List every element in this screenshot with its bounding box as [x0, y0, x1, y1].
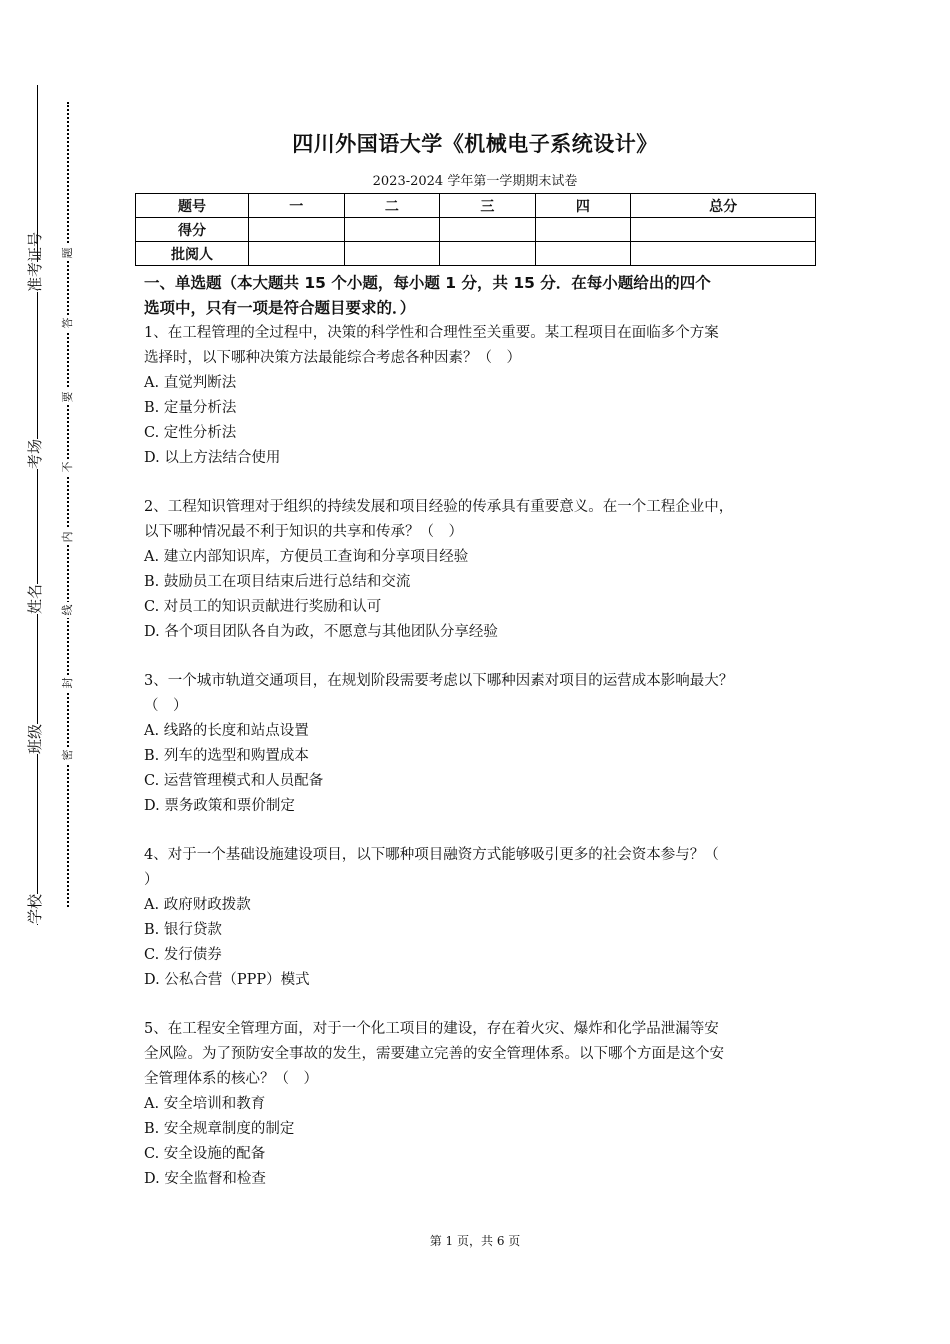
- option-c: C. 发行债券: [144, 947, 222, 963]
- seal-char-2: 答: [61, 315, 75, 331]
- grader-cell: [344, 242, 440, 266]
- option-a: A. 建立内部知识库，方便员工查询和分享项目经验: [144, 549, 469, 565]
- score-cell: [631, 218, 816, 242]
- question-text-line: 2、工程知识管理对于组织的持续发展和项目经验的传承具有重要意义。在一个工程企业中，: [144, 499, 734, 515]
- option-d: D. 公私合营（PPP）模式: [144, 972, 310, 988]
- option-c: C. 安全设施的配备: [144, 1146, 266, 1162]
- score-cell: [535, 218, 631, 242]
- grader-cell: [440, 242, 536, 266]
- question-4: [144, 843, 816, 993]
- class-label: 班级: [26, 723, 44, 754]
- option-a: A. 政府财政拨款: [144, 897, 251, 913]
- score-cell: [344, 218, 440, 242]
- binding-solid-line: [37, 85, 38, 925]
- score-cell: [440, 218, 536, 242]
- exam-id-label: 准考证号: [26, 231, 44, 292]
- option-a: A. 安全培训和教育: [144, 1096, 266, 1112]
- question-text-line: 选择时，以下哪种决策方法最能综合考虑各种因素？（ ）: [144, 350, 521, 366]
- option-b: B. 列车的选型和购置成本: [144, 748, 309, 764]
- exam-room-label: 考场: [26, 438, 44, 469]
- col-header-total: 总分: [631, 194, 816, 218]
- exam-title: 四川外国语大学《机械电子系统设计》: [292, 132, 658, 156]
- col-header-2: 二: [344, 194, 440, 218]
- question-2: [144, 495, 816, 645]
- col-header-3: 三: [440, 194, 536, 218]
- option-a: A. 线路的长度和站点设置: [144, 723, 309, 739]
- option-d: D. 以上方法结合使用: [144, 450, 281, 466]
- seal-char-8: 密: [61, 747, 75, 763]
- score-table: [135, 193, 816, 266]
- question-text-line: 1、在工程管理的全过程中，决策的科学性和合理性至关重要。某工程项目在面临多个方案: [144, 325, 719, 341]
- section-heading-line-1: 一、单选题（本大题共 15 个小题，每小题 1 分，共 15 分．在每小题给出的四个: [144, 274, 711, 292]
- option-b: B. 鼓励员工在项目结束后进行总结和交流: [144, 574, 411, 590]
- option-a: A. 直觉判断法: [144, 375, 237, 391]
- col-header-question-number: 题号: [136, 194, 249, 218]
- option-d: D. 各个项目团队各自为政，不愿意与其他团队分享经验: [144, 624, 498, 640]
- seal-char-1: 题: [61, 245, 75, 261]
- option-b: B. 定量分析法: [144, 400, 237, 416]
- question-text-line: 3、一个城市轨道交通项目，在规划阶段需要考虑以下哪种因素对项目的运营成本影响最大？: [144, 673, 734, 689]
- row-header-grader: 批阅人: [136, 242, 249, 266]
- option-b: B. 安全规章制度的制定: [144, 1121, 295, 1137]
- seal-char-7: 封: [61, 675, 75, 691]
- grader-row: [136, 242, 816, 266]
- grader-cell: [249, 242, 345, 266]
- question-text-line: 全管理体系的核心？（ ）: [144, 1071, 318, 1087]
- question-text-line: 4、对于一个基础设施建设项目，以下哪种项目融资方式能够吸引更多的社会资本参与？（: [144, 847, 719, 863]
- question-text-line: （ ）: [144, 698, 188, 714]
- col-header-4: 四: [535, 194, 631, 218]
- exam-content: [144, 271, 816, 1192]
- seal-char-4: 不: [61, 459, 75, 475]
- question-text-line: 全风险。为了预防安全事故的发生，需要建立完善的安全管理体系。以下哪个方面是这个安: [144, 1046, 724, 1062]
- question-1: [144, 321, 816, 471]
- seal-char-6: 线: [61, 602, 75, 618]
- option-d: D. 票务政策和票价制定: [144, 798, 295, 814]
- seal-char-5: 内: [61, 529, 75, 545]
- name-label: 姓名: [26, 583, 44, 614]
- option-c: C. 定性分析法: [144, 425, 237, 441]
- page-number: 第 1 页，共 6 页: [429, 1234, 521, 1248]
- question-text-line: 5、在工程安全管理方面，对于一个化工项目的建设，存在着火灾、爆炸和化学品泄漏等安: [144, 1021, 719, 1037]
- school-label: 学校: [26, 893, 44, 924]
- seal-char-3: 要: [61, 389, 75, 405]
- binding-dotted-line: [67, 102, 69, 907]
- grader-cell: [535, 242, 631, 266]
- grader-cell: [631, 242, 816, 266]
- score-table-header-row: [136, 194, 816, 218]
- option-c: C. 对员工的知识贡献进行奖励和认可: [144, 599, 382, 615]
- question-3: [144, 669, 816, 819]
- score-row: [136, 218, 816, 242]
- exam-subtitle: 2023-2024 学年第一学期期末试卷: [372, 174, 578, 189]
- score-cell: [249, 218, 345, 242]
- row-header-score: 得分: [136, 218, 249, 242]
- section-heading-line-2: 选项中，只有一项是符合题目要求的．）: [144, 299, 416, 317]
- option-d: D. 安全监督和检查: [144, 1171, 266, 1187]
- question-5: [144, 1017, 816, 1192]
- option-c: C. 运营管理模式和人员配备: [144, 773, 324, 789]
- question-text-line: ）: [144, 872, 159, 888]
- option-b: B. 银行贷款: [144, 922, 222, 938]
- col-header-1: 一: [249, 194, 345, 218]
- question-text-line: 以下哪种情况最不利于知识的共享和传承？（ ）: [144, 524, 463, 540]
